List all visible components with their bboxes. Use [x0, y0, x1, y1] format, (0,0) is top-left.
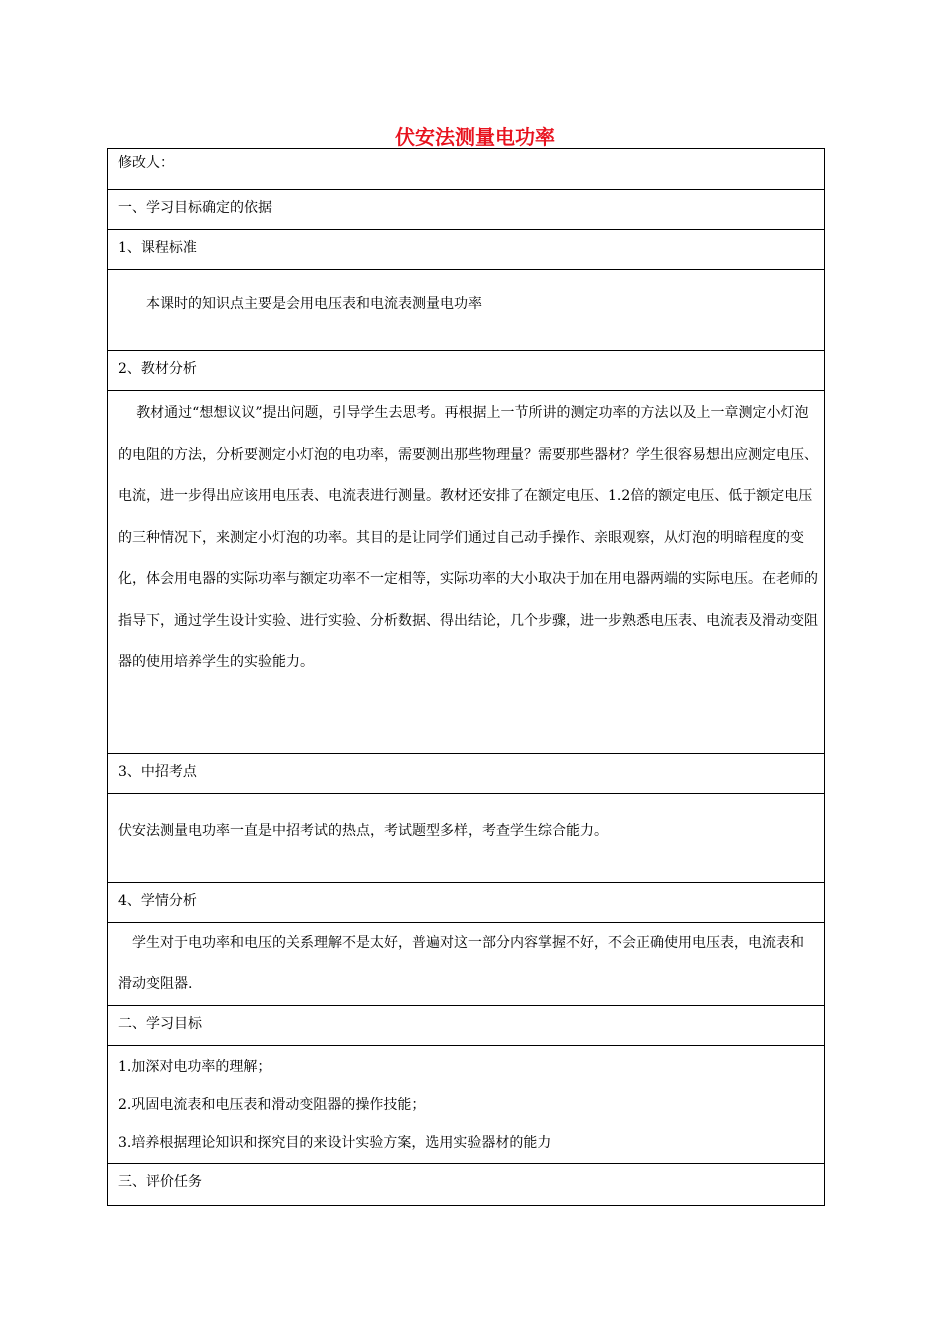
lesson-plan-table [107, 148, 825, 1206]
table-row [108, 190, 825, 230]
section-heading: 4、学情分析 [108, 883, 825, 923]
list-item: 3.培养根据理论知识和探究目的来设计实验方案，选用实验器材的能力 [118, 1135, 552, 1151]
section-heading: 一、学习目标确定的依据 [108, 190, 825, 230]
table-row [108, 149, 825, 190]
table-row [108, 270, 825, 351]
list-item: 2.巩固电流表和电压表和滑动变阻器的操作技能； [118, 1097, 426, 1113]
table-row [108, 923, 825, 1006]
page-title: 伏安法测量电功率 [395, 125, 555, 149]
learning-goals-cell [108, 1046, 825, 1164]
table-row [108, 230, 825, 270]
list-item: 1.加深对电功率的理解； [118, 1059, 272, 1075]
curriculum-standard-text: 本课时的知识点主要是会用电压表和电流表测量电功率 [146, 296, 482, 312]
student-analysis-text: 学生对于电功率和电压的关系理解不是太好，普遍对这一部分内容掌握不好，不会正确使用电压表，电流表和滑动变阻器. [118, 935, 804, 992]
section-heading: 二、学习目标 [108, 1006, 825, 1046]
curriculum-standard-cell [108, 270, 825, 351]
table-row [108, 391, 825, 754]
exam-point-text: 伏安法测量电功率一直是中招考试的热点，考试题型多样，考查学生综合能力。 [118, 823, 608, 839]
section-heading: 3、中招考点 [108, 754, 825, 794]
textbook-analysis-text: 教材通过“想想议议”提出问题，引导学生去思考。再根据上一节所讲的测定功率的方法以及上一章测定小灯泡的电阻的方法，分析要测定小灯泡的电功率，需要测出那些物理量？需要那些器材？学生很容易想出应测定电压、电流，进一步得出应该用电压表、电流表进行测量。教材还安排了在额定电压、1.2倍的额定电压、低于额定电压的三种情况下，来测定小灯泡的功率。其目的是让同学们通过自己动手操作、亲眼观察，从灯泡的明暗程度的变化，体会用电器的实际功率与额定功率不一定相等，实际功率的大小取决于加在用电器两端的实际电压。在老师的指导下，通过学生设计实验、进行实验、分析数据、得出结论，几个步骤，进一步熟悉电压表、电流表及滑动变阻器的使用培养学生的实验能力。 [118, 405, 818, 670]
section-heading: 三、评价任务 [108, 1164, 825, 1206]
exam-point-cell [108, 794, 825, 883]
section-heading: 2、教材分析 [108, 351, 825, 391]
section-heading: 1、课程标准 [108, 230, 825, 270]
table-row [108, 1006, 825, 1046]
table-row [108, 1164, 825, 1206]
student-analysis-cell [108, 923, 825, 1006]
table-row [108, 794, 825, 883]
table-row [108, 754, 825, 794]
textbook-analysis-cell [108, 391, 825, 754]
modifier-cell: 修改人： [108, 149, 825, 190]
table-row [108, 1046, 825, 1164]
table-row [108, 883, 825, 923]
table-row [108, 351, 825, 391]
